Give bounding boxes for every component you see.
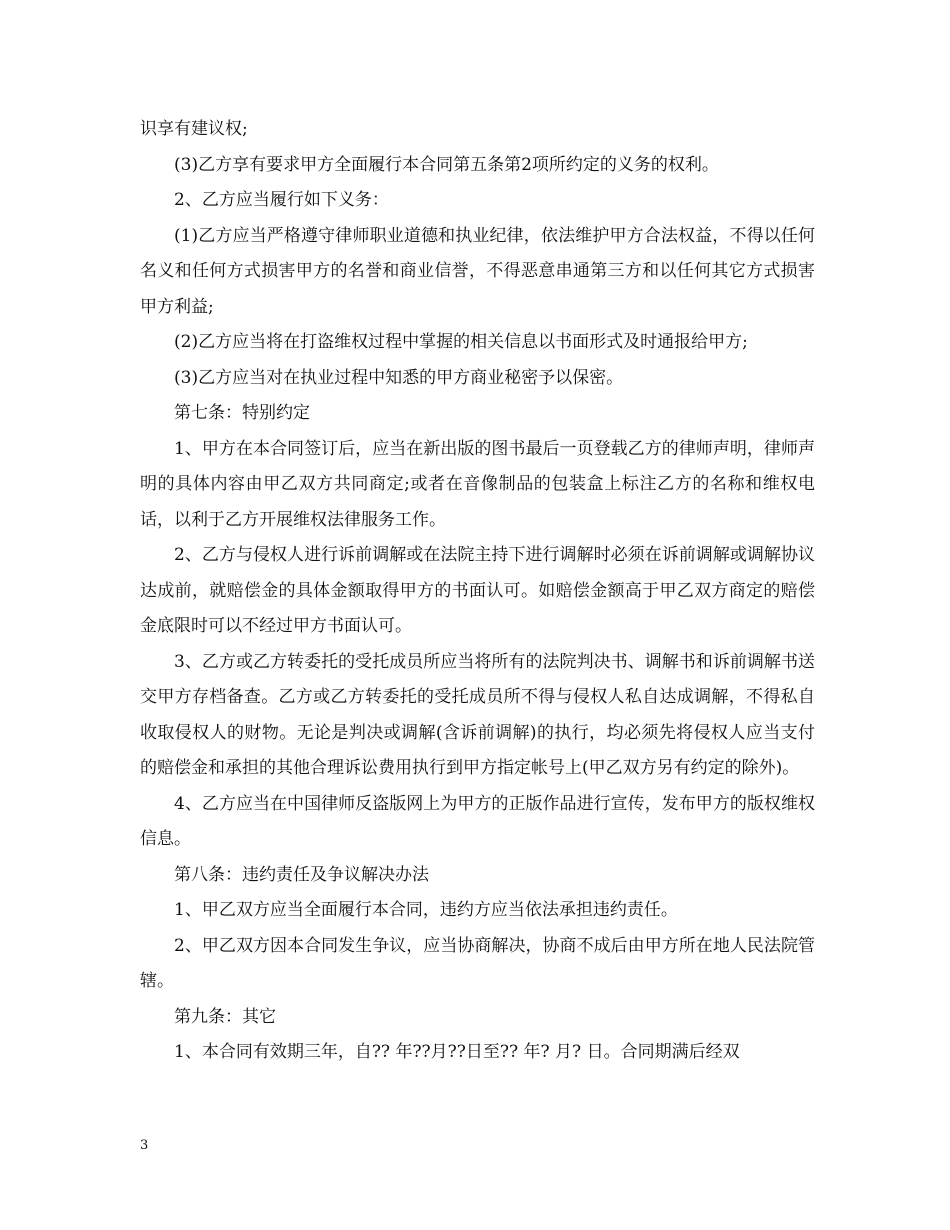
paragraph: (3)乙方享有要求甲方全面履行本合同第五条第2项所约定的义务的权利。: [174, 154, 719, 175]
paragraph: (3)乙方应当对在执业过程中知悉的甲方商业秘密予以保密。: [174, 367, 624, 388]
paragraph: 2、乙方与侵权人进行诉前调解或在法院主持下进行调解时必须在诉前调解或调解协议达成前，就赔偿金的具体金额取得甲方的书面认可。如赔偿金额高于甲乙双方商定的赔偿金底限时可以不经过甲方书面认可。: [140, 545, 815, 636]
page-number: 3: [140, 1138, 149, 1153]
paragraph: 1、本合同有效期三年，自?? 年??月??日至?? 年? 月? 日。合同期满后经双: [174, 1042, 740, 1062]
paragraph: (2)乙方应当将在打盗维权过程中掌握的相关信息以书面形式及时通报给甲方;: [174, 332, 748, 352]
paragraph: 识享有建议权;: [140, 119, 248, 139]
section-heading: 第七条：特别约定: [174, 403, 310, 423]
paragraph: 3、乙方或乙方转委托的受托成员所应当将所有的法院判决书、调解书和诉前调解书送交甲方存档备查。乙方或乙方转委托的受托成员所不得与侵权人私自达成调解，不得私自收取侵权人的财物。无论是判决或调解(含诉前调解)的执行，均必须先将侵权人应当支付的赔偿金和承担的其他合理诉讼费用执行到甲方指定帐号上(甲乙双方另有约定的除外)。: [140, 651, 815, 778]
section-heading: 第八条：违约责任及争议解决办法: [174, 864, 429, 885]
paragraph: 1、甲方在本合同签订后，应当在新出版的图书最后一页登载乙方的律师声明，律师声明的具体内容由甲乙双方共同商定;或者在音像制品的包装盒上标注乙方的名称和维权电话，以利于乙方开展维权法律服务工作。: [140, 438, 815, 530]
paragraph: 2、甲乙双方因本合同发生争议，应当协商解决，协商不成后由甲方所在地人民法院管辖。: [140, 935, 815, 991]
paragraph: 4、乙方应当在中国律师反盗版网上为甲方的正版作品进行宣传，发布甲方的版权维权信息。: [140, 793, 815, 849]
paragraph: 1、甲乙双方应当全面履行本合同，违约方应当依法承担违约责任。: [174, 900, 678, 920]
paragraph: 2、乙方应当履行如下义务：: [174, 190, 389, 210]
section-heading: 第九条：其它: [174, 1006, 276, 1027]
paragraph: (1)乙方应当严格遵守律师职业道德和执业纪律，依法维护甲方合法权益，不得以任何名义和任何方式损害甲方的名誉和商业信誉，不得恶意串通第三方和以任何其它方式损害甲方利益;: [140, 225, 815, 317]
document-body: [140, 112, 815, 1071]
